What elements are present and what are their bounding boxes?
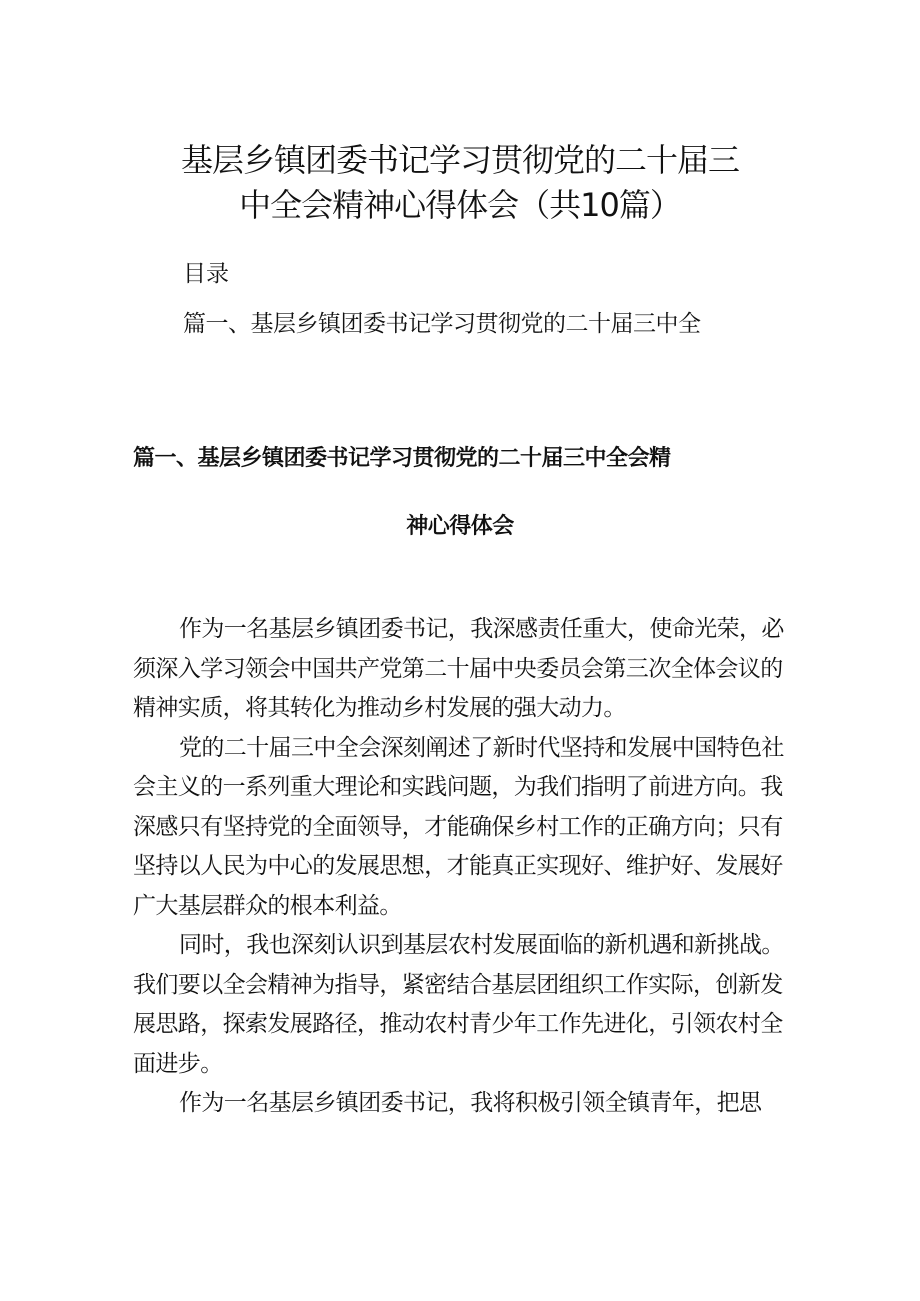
body-paragraph-4: 作为一名基层乡镇团委书记，我将积极引领全镇青年，把思 (179, 1090, 762, 1116)
body-paragraph-3: 同时，我也深刻认识到基层农村发展面临的新机遇和新挑战。我们要以全会精神为指导，紧密结合基层团组织工作实际，创新发展思路，探索发展路径，推动农村青少年工作先进化，引领农村全面进步。 (133, 932, 784, 1077)
document-title-line-2: 中全会精神心得体会（共10篇） (239, 186, 681, 224)
section-body (133, 610, 793, 1124)
body-paragraph-1: 作为一名基层乡镇团委书记，我深感责任重大，使命光荣，必须深入学习领会中国共产党第二十届中央委员会第三次全体会议的精神实质，将其转化为推动乡村发展的强大动力。 (133, 616, 784, 721)
document-title (0, 138, 920, 228)
toc-heading: 目录 (183, 261, 229, 287)
section-title-line-2: 神心得体会 (406, 514, 514, 539)
toc-item-1[interactable]: 篇一、基层乡镇团委书记学习贯彻党的二十届三中全 (183, 311, 701, 337)
section-title-line-1: 篇一、基层乡镇团委书记学习贯彻党的二十届三中全会精 (133, 446, 671, 471)
document-title-line-1: 基层乡镇团委书记学习贯彻党的二十届三 (180, 141, 739, 179)
body-paragraph-2: 党的二十届三中全会深刻阐述了新时代坚持和发展中国特色社会主义的一系列重大理论和实践问题，为我们指明了前进方向。我深感只有坚持党的全面领导，才能确保乡村工作的正确方向；只有坚持以人民为中心的发展思想，才能真正实现好、维护好、发展好广大基层群众的根本利益。 (133, 734, 784, 919)
